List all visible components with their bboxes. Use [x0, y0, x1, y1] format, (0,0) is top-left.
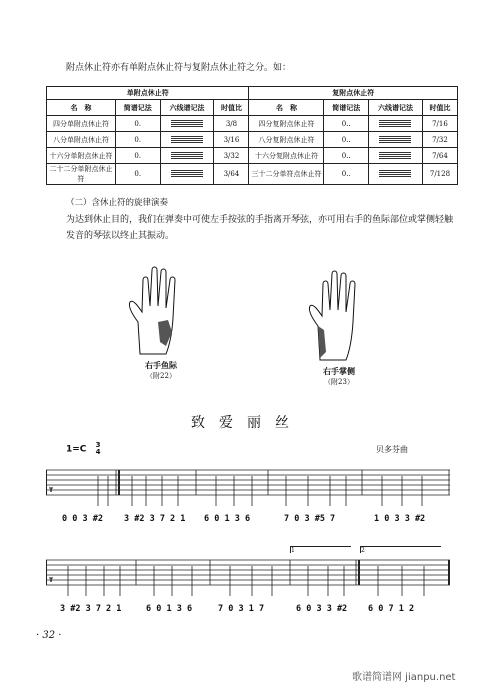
- six-line-staff-icon: [379, 152, 411, 160]
- six-line-staff-icon: [379, 120, 411, 128]
- key-signature: [66, 442, 100, 456]
- jianpu-bar: 1 0 3 3 #2: [374, 514, 426, 524]
- group-left-header: 单附点休止符: [47, 87, 249, 100]
- table-row: [47, 148, 458, 164]
- row-jianpu: 0.: [116, 148, 161, 164]
- six-line-staff-icon: [171, 136, 203, 144]
- row-jianpu: 0.: [116, 116, 161, 132]
- figure-caption: 右手掌侧: [323, 367, 355, 376]
- jianpu-bar: 7 0 3 #5 7: [284, 514, 336, 524]
- row-jianpu: 0.: [116, 132, 161, 148]
- hand-palm-icon: [126, 262, 196, 362]
- group-right-header: 复附点休止符: [249, 87, 458, 100]
- col-jianpu: 简谱记法: [116, 100, 161, 116]
- volta-1: 1: [290, 546, 351, 553]
- table-row: [47, 164, 458, 185]
- six-line-staff-icon: [171, 152, 203, 160]
- rest-table: [46, 86, 458, 185]
- col-value-r: 时值比: [422, 100, 457, 116]
- row-name: 四分单附点休止符: [47, 116, 116, 132]
- row-six: [368, 148, 422, 164]
- six-line-staff-icon: [379, 170, 411, 178]
- col-name-r: 名 称: [249, 100, 324, 116]
- row-six: [368, 116, 422, 132]
- six-line-staff-icon: [171, 120, 203, 128]
- intro-text: 附点休止符亦有单附点休止符与复附点休止符之分。如：: [66, 63, 292, 73]
- row-jianpu: 0..: [324, 148, 369, 164]
- table-row: [47, 116, 458, 132]
- time-denominator: 4: [95, 448, 101, 456]
- col-six-r: 六线谱记法: [368, 100, 422, 116]
- time-numerator: 3: [95, 441, 101, 449]
- row-value: 7/32: [422, 132, 457, 148]
- jianpu-bar: 3 #2 3 7 2 1: [124, 514, 186, 524]
- time-signature: [96, 442, 101, 456]
- row-name: 八分单附点休止符: [47, 132, 116, 148]
- row-jianpu: 0..: [324, 164, 369, 185]
- row-value: 7/128: [422, 164, 457, 185]
- jianpu-bar: 6 0 7 1 2: [368, 604, 415, 614]
- row-name: 十六分复附点休止符: [249, 148, 324, 164]
- row-name: 八分复附点休止符: [249, 132, 324, 148]
- row-six: [160, 116, 214, 132]
- tab-clef: T: [49, 487, 54, 494]
- row-value: 7/64: [422, 148, 457, 164]
- row-jianpu: 0..: [324, 116, 369, 132]
- tab-clef: T: [49, 577, 54, 584]
- row-value: 3/64: [214, 164, 249, 185]
- row-jianpu: 0.: [116, 164, 161, 185]
- jianpu-bar: 3 #2 3 7 2 1: [60, 604, 122, 614]
- col-jianpu-r: 简谱记法: [324, 100, 369, 116]
- row-name: 三十二分单符点休止符: [249, 164, 324, 185]
- row-six: [368, 132, 422, 148]
- row-six: [160, 148, 214, 164]
- hand-palm-icon: [304, 268, 374, 368]
- jianpu-bar: 6 0 1 3 6: [204, 514, 251, 524]
- row-six: [160, 132, 214, 148]
- tab-staff-2: [46, 556, 450, 602]
- table-row: [47, 132, 458, 148]
- tab-staff-1: [46, 466, 450, 512]
- row-name: 二十二分单附点休止符: [47, 164, 116, 185]
- section-heading: （二）含休止符的旋律演奏: [66, 198, 169, 208]
- song-title: 致爱丽丝: [191, 415, 303, 431]
- row-name: 四分复附点休止符: [249, 116, 324, 132]
- row-name: 十六分单附点休止符: [47, 148, 116, 164]
- page-number: · 32 ·: [36, 630, 62, 641]
- col-six: 六线谱记法: [160, 100, 214, 116]
- jianpu-bar: 6 0 1 3 6: [146, 604, 193, 614]
- col-name: 名 称: [47, 100, 116, 116]
- row-six: [368, 164, 422, 185]
- composer: 贝多芬曲: [376, 445, 408, 454]
- jianpu-bar: 0 0 3 #2: [62, 514, 103, 524]
- jianpu-bar: 6 0 3 3 #2: [296, 604, 348, 614]
- watermark: 歌谱简谱网 jianpu.net: [352, 672, 456, 683]
- row-value: 3/32: [214, 148, 249, 164]
- row-value: 7/16: [422, 116, 457, 132]
- row-jianpu: 0..: [324, 132, 369, 148]
- figure-caption: 右手鱼际: [145, 361, 177, 370]
- figure-hand-right: [304, 268, 374, 387]
- figure-label: （附22）: [146, 372, 176, 380]
- jianpu-bar: 7 0 3 1 7: [218, 604, 265, 614]
- col-value: 时值比: [214, 100, 249, 116]
- row-value: 3/8: [214, 116, 249, 132]
- key-text: 1=C: [66, 444, 87, 455]
- volta-2: 2: [360, 546, 441, 553]
- six-line-staff-icon: [171, 170, 203, 178]
- row-six: [160, 164, 214, 185]
- figure-hand-left: [126, 262, 196, 381]
- paragraph: 为达到休止目的，我们在弹奏中可使左手按弦的手指离开琴弦，亦可用右手的鱼际部位或掌侧轻触发音的琴弦以终止其振动。: [66, 215, 454, 241]
- row-value: 3/16: [214, 132, 249, 148]
- six-line-staff-icon: [379, 136, 411, 144]
- figure-label: （附23）: [324, 378, 354, 386]
